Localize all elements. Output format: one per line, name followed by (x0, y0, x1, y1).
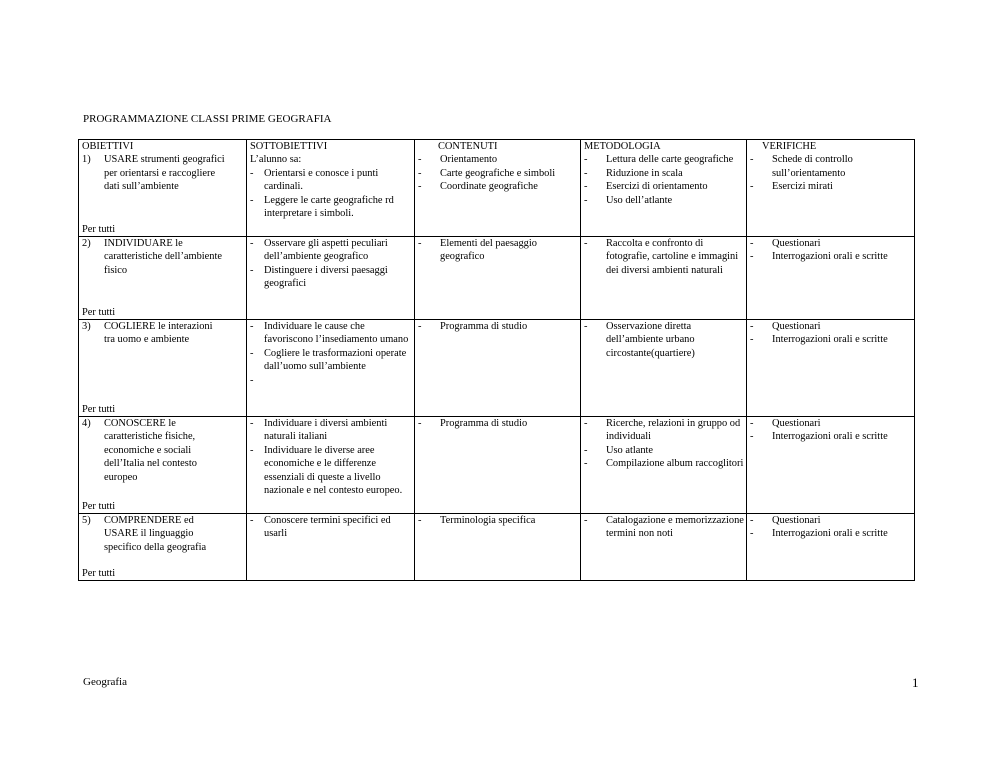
method-item-text: Raccolta e confronto di fotografie, cartoline e immagini dei diversi ambienti naturali (606, 238, 739, 276)
bullet-dash: - (750, 181, 754, 193)
objective-number: 2) (82, 238, 91, 249)
subobjective-item (250, 347, 412, 374)
objective-text: fisico (104, 264, 128, 276)
objective-body (82, 237, 244, 277)
check-item (750, 417, 912, 430)
objective-number: 3) (82, 321, 91, 332)
bullet-dash: - (584, 167, 588, 179)
objective-line (82, 417, 244, 430)
objective-text: INDIVIDUARE le (104, 238, 183, 249)
objective-number (82, 541, 104, 554)
objective-number (82, 457, 104, 470)
content-item (418, 153, 578, 166)
checks-cell (747, 514, 915, 581)
objective-number: 1) (82, 154, 91, 166)
content-item (418, 417, 578, 430)
method-item (584, 514, 744, 541)
check-item-text: Questionari (772, 515, 821, 526)
subobjective-item (250, 167, 412, 194)
bullet-dash: - (750, 431, 754, 443)
objective-line (82, 444, 244, 457)
bullet-dash: - (250, 515, 254, 526)
objective-cell (79, 140, 247, 237)
objective-body (82, 417, 244, 484)
bullet-dash: - (584, 194, 588, 206)
bullet-dash: - (584, 418, 588, 429)
method-item-text: Esercizi di orientamento (606, 181, 708, 193)
method-item (584, 320, 744, 360)
methodology-cell (581, 320, 747, 417)
subobjective-item-text (264, 374, 412, 387)
objective-text: COGLIERE le interazioni (104, 321, 213, 332)
subobjective-item (250, 417, 412, 444)
check-item-text: Questionari (772, 238, 821, 249)
bullet-dash: - (250, 238, 254, 249)
content-item (418, 180, 578, 193)
bullet-dash: - (584, 458, 588, 470)
objective-text: per orientarsi e raccogliere (104, 167, 216, 179)
check-item (750, 514, 912, 527)
objective-body (82, 514, 244, 554)
objective-line (82, 333, 244, 346)
header-contenuti: CONTENUTI (438, 141, 498, 152)
method-item (584, 237, 744, 277)
method-item-text: Uso dell’atlante (606, 194, 673, 206)
method-item (584, 194, 744, 207)
table-row (79, 417, 915, 514)
methodology-cell (581, 140, 747, 237)
bullet-dash: - (418, 167, 422, 179)
objective-line (82, 153, 244, 166)
content-item-text: Programma di studio (440, 418, 528, 429)
subobjective-cell (247, 417, 415, 514)
bullet-dash: - (250, 444, 254, 456)
document-title: PROGRAMMAZIONE CLASSI PRIME GEOGRAFIA (83, 113, 332, 125)
bullet-dash: - (418, 418, 422, 429)
subobjective-item-text: Osservare gli aspetti peculiari dell’ambiente geografico (264, 238, 388, 263)
objective-number: 4) (82, 418, 91, 429)
objective-text: caratteristiche fisiche, (104, 431, 196, 443)
bullet-dash: - (750, 251, 754, 263)
header-metodologia: METODOLOGIA (584, 141, 661, 152)
content-item-text: Orientamento (440, 154, 498, 166)
bullet-dash: - (750, 154, 754, 166)
objective-number (82, 167, 104, 180)
bullet-dash: - (584, 238, 588, 249)
header-verifiche: VERIFICHE (762, 141, 817, 152)
bullet-dash: - (418, 181, 422, 193)
objective-text: CONOSCERE le (104, 418, 176, 429)
bullet-dash: - (250, 374, 254, 386)
subobjective-item-text: Individuare le cause che favoriscono l’insediamento umano (264, 321, 409, 346)
objective-line (82, 320, 244, 333)
bullet-dash: - (250, 418, 254, 429)
content-item (418, 167, 578, 180)
subobjective-item (250, 444, 412, 498)
bullet-dash: - (418, 238, 422, 249)
check-item (750, 527, 912, 540)
content-item (418, 514, 578, 527)
objective-line (82, 237, 244, 250)
contents-cell (415, 514, 581, 581)
objective-number (82, 180, 104, 193)
footer-subject: Geografia (83, 676, 127, 688)
checks-cell (747, 140, 915, 237)
content-item (418, 320, 578, 333)
subobjective-item-text: Orientarsi e conosce i punti cardinali. (264, 167, 379, 193)
check-item-text: Questionari (772, 418, 821, 429)
objective-text: dell’Italia nel contesto (104, 458, 197, 470)
audience-label: Per tutti (82, 500, 116, 512)
check-item (750, 320, 912, 333)
method-item-text: Uso atlante (606, 444, 654, 456)
contents-cell (415, 140, 581, 237)
bullet-dash: - (418, 154, 422, 166)
audience-label: Per tutti (82, 306, 116, 318)
bullet-dash: - (750, 238, 754, 249)
objective-text: USARE il linguaggio (104, 528, 194, 540)
method-item-text: Riduzione in scala (606, 167, 683, 179)
subobjective-item-text: Distinguere i diversi paesaggi geografici (264, 264, 388, 290)
method-item (584, 153, 744, 166)
bullet-dash: - (584, 154, 588, 166)
content-item-text: Elementi del paesaggio geografico (440, 238, 537, 263)
method-item-text: Lettura delle carte geografiche (606, 154, 734, 166)
objective-cell (79, 320, 247, 417)
bullet-dash: - (250, 347, 254, 359)
method-item-text: Compilazione album raccoglitori (606, 458, 744, 470)
objective-line (82, 250, 244, 263)
check-item-text: Interrogazioni orali e scritte (772, 334, 888, 346)
bullet-dash: - (584, 321, 588, 332)
subobjective-item (250, 264, 412, 291)
bullet-dash: - (584, 444, 588, 456)
objective-number (82, 430, 104, 443)
method-item-text: Catalogazione e memorizzazione termini non noti (606, 515, 744, 540)
check-item (750, 237, 912, 250)
table-row (79, 514, 915, 581)
subobjective-item-text: Individuare le diverse aree economiche e le differenze essenziali di queste a livello nazionale e nel contesto europeo. (264, 444, 403, 497)
subobjective-cell (247, 237, 415, 320)
content-item-text: Programma di studio (440, 321, 528, 332)
programming-table (78, 139, 915, 581)
objective-number: 5) (82, 515, 91, 526)
check-item (750, 333, 912, 346)
objective-number (82, 333, 104, 346)
objective-number (82, 264, 104, 277)
objective-block (82, 417, 244, 513)
methodology-cell (581, 514, 747, 581)
subobjective-item (250, 320, 412, 347)
bullet-dash: - (418, 321, 422, 332)
check-item-text: Esercizi mirati (772, 181, 833, 193)
checks-cell (747, 237, 915, 320)
subobjective-cell (247, 514, 415, 581)
objective-block (82, 237, 244, 319)
objective-line (82, 264, 244, 277)
check-item-text: Interrogazioni orali e scritte (772, 251, 888, 263)
objective-line (82, 471, 244, 484)
subobjective-item-text: Conoscere termini specifici ed usarli (264, 515, 391, 540)
objective-line (82, 541, 244, 554)
method-item-text: Ricerche, relazioni in gruppo od individuali (606, 418, 741, 443)
subobjective-item-text: Cogliere le trasformazioni operate dall’uomo sull’ambiente (264, 347, 407, 373)
method-item (584, 417, 744, 444)
header-obiettivi: OBIETTIVI (82, 141, 134, 152)
method-item (584, 444, 744, 457)
content-item-text: Coordinate geografiche (440, 181, 538, 193)
objective-cell (79, 237, 247, 320)
subobjective-cell (247, 320, 415, 417)
subobjective-item-text: Leggere le carte geografiche rd interpretare i simboli. (264, 194, 394, 220)
objective-text: dati sull’ambiente (104, 181, 179, 193)
check-item (750, 180, 912, 193)
bullet-dash: - (750, 321, 754, 332)
checks-cell (747, 417, 915, 514)
header-sottobiettivi: SOTTOBIETTIVI (250, 141, 328, 152)
objective-number (82, 527, 104, 540)
table-row (79, 320, 915, 417)
subobjective-item (250, 514, 412, 541)
check-item-text: Questionari (772, 321, 821, 332)
objective-block (82, 140, 244, 236)
table-row (79, 140, 915, 237)
page-number: 1 (912, 675, 919, 690)
checks-cell (747, 320, 915, 417)
subobjective-item (250, 237, 412, 264)
objective-cell (79, 514, 247, 581)
objective-text: COMPRENDERE ed (104, 515, 194, 526)
method-item (584, 457, 744, 470)
bullet-dash: - (584, 515, 588, 526)
objective-number (82, 250, 104, 263)
objective-line (82, 167, 244, 180)
objective-body (82, 140, 244, 194)
contents-cell (415, 320, 581, 417)
content-item-text: Carte geografiche e simboli (440, 167, 556, 179)
bullet-dash: - (584, 181, 588, 193)
objective-line (82, 430, 244, 443)
audience-label: Per tutti (82, 223, 116, 235)
audience-label: Per tutti (82, 567, 116, 579)
bullet-dash: - (750, 334, 754, 346)
objective-text: europeo (104, 471, 138, 483)
subobjective-item-text: Individuare i diversi ambienti naturali italiani (264, 418, 388, 443)
objective-text: tra uomo e ambiente (104, 334, 190, 346)
method-item-text: Osservazione diretta dell’ambiente urbano circostante(quartiere) (606, 321, 695, 359)
subobjective-item (250, 374, 412, 387)
objective-text: caratteristiche dell’ambiente (104, 251, 222, 263)
subobjective-intro: L’alunno sa: (250, 154, 302, 166)
objective-text: USARE strumenti geografici (104, 154, 225, 166)
objective-line (82, 514, 244, 527)
objective-line (82, 527, 244, 540)
contents-cell (415, 417, 581, 514)
objective-block (82, 320, 244, 416)
content-item-text: Terminologia specifica (440, 515, 536, 526)
bullet-dash: - (250, 194, 254, 206)
objective-text: specifico della geografia (104, 541, 207, 553)
audience-label: Per tutti (82, 403, 116, 415)
bullet-dash: - (250, 321, 254, 332)
methodology-cell (581, 417, 747, 514)
bullet-dash: - (750, 418, 754, 429)
bullet-dash: - (750, 528, 754, 540)
objective-line (82, 180, 244, 193)
methodology-cell (581, 237, 747, 320)
check-item-text: Interrogazioni orali e scritte (772, 431, 888, 443)
objective-cell (79, 417, 247, 514)
objective-number (82, 471, 104, 484)
method-item (584, 180, 744, 193)
bullet-dash: - (418, 515, 422, 526)
check-item-text: Schede di controllo sull’orientamento (772, 154, 853, 179)
bullet-dash: - (250, 167, 254, 179)
bullet-dash: - (250, 264, 254, 276)
check-item (750, 250, 912, 263)
content-item (418, 237, 578, 264)
objective-number (82, 444, 104, 457)
method-item (584, 167, 744, 180)
objective-body (82, 320, 244, 347)
check-item-text: Interrogazioni orali e scritte (772, 528, 888, 540)
table-row (79, 237, 915, 320)
check-item (750, 153, 912, 180)
subobjective-item (250, 194, 412, 221)
bullet-dash: - (750, 515, 754, 526)
objective-line (82, 457, 244, 470)
subobjective-cell (247, 140, 415, 237)
objective-text: economiche e sociali (104, 444, 192, 456)
contents-cell (415, 237, 581, 320)
objective-block (82, 514, 244, 580)
check-item (750, 430, 912, 443)
